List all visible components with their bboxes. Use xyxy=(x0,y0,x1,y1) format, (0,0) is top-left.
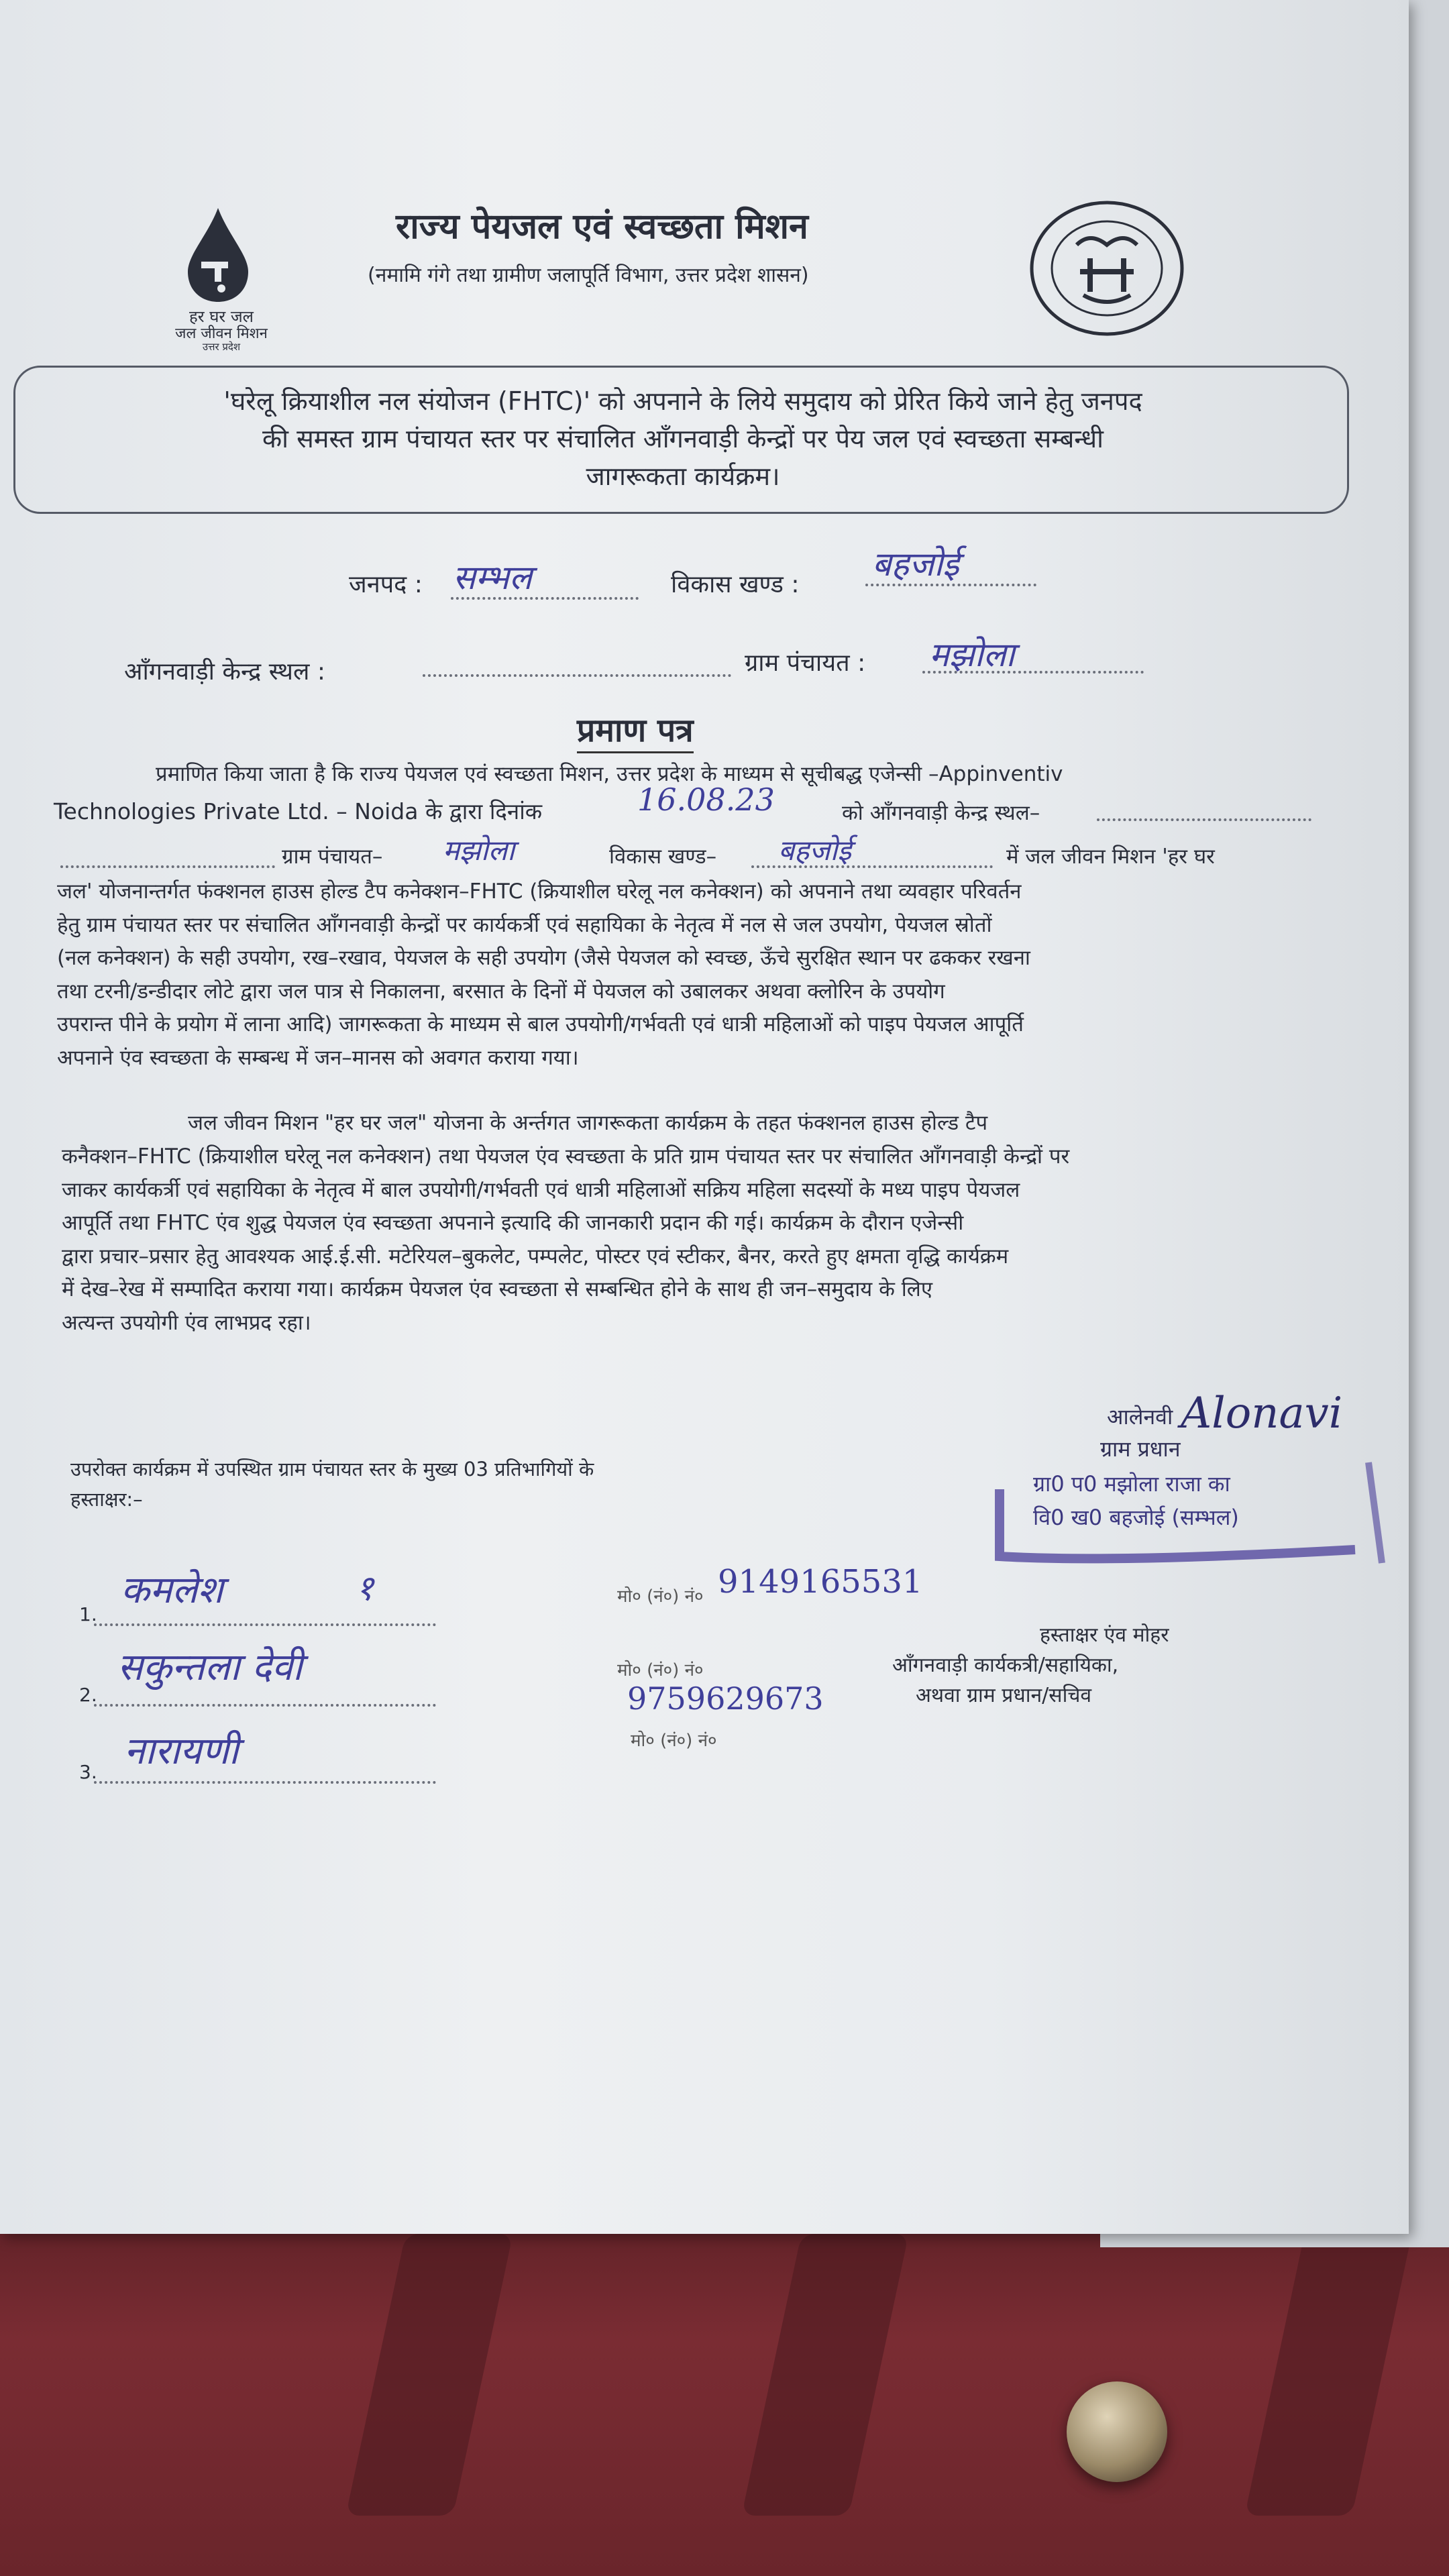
banner-text xyxy=(56,382,1310,495)
thumb-pin xyxy=(1067,2381,1167,2482)
har-ghar-jal-logo xyxy=(154,205,288,353)
mobile-label: मो० (नं०) नं० xyxy=(631,1731,717,1751)
paragraph-line: जल जीवन मिशन "हर घर जल" योजना के अर्न्तगत जागरूकता कार्यक्रम के तहत फंक्शनल हाउस होल्ड टैप xyxy=(188,1111,988,1135)
anganwadi-label: आँगनवाड़ी केन्द्र स्थल : xyxy=(124,658,326,686)
paragraph-text: Technologies Private Ltd. – Noida के द्वारा दिनांक xyxy=(54,798,543,824)
stamp-vikas-khand: वि0 ख0 बहजोई (सम्भल) xyxy=(1033,1505,1239,1530)
gram-panchayat-value: मझोला xyxy=(929,635,1015,674)
stamp-gram-panchayat: ग्रा0 प0 मझोला राजा का xyxy=(1033,1471,1230,1497)
vikas-khand-value: बहजोई xyxy=(778,834,851,867)
participant-number: 3. xyxy=(79,1761,97,1783)
paragraph-line xyxy=(54,795,542,828)
dotted-line xyxy=(1097,818,1311,821)
paragraph-line: प्रमाणित किया जाता है कि राज्य पेयजल एवं स्वच्छता मिशन, उत्तर प्रदेश के माध्यम से सूचीबद्ध एजेन्सी –Appinventiv xyxy=(156,762,1063,786)
certificate-heading: प्रमाण पत्र xyxy=(577,708,694,753)
dotted-line xyxy=(60,865,275,868)
up-government-seal-icon xyxy=(1026,198,1187,339)
participant-number: 2. xyxy=(79,1684,97,1706)
paragraph-line: अत्यन्त उपयोगी एंव लाभप्रद रहा। xyxy=(62,1310,311,1335)
mobile-number: 9149165531 xyxy=(718,1563,923,1601)
mobile-number: 9759629673 xyxy=(627,1680,824,1717)
paragraph-line: जल' योजनान्तर्गत फंक्शनल हाउस होल्ड टैप कनेक्शन–FHTC (क्रियाशील घरेलू नल कनेक्शन) को अपनाने तथा व्यवहार परिवर्तन xyxy=(57,879,1022,904)
page-title: राज्य पेयजल एवं स्वच्छता मिशन xyxy=(396,207,808,247)
participant-name: कमलेश xyxy=(121,1568,223,1612)
logo-caption-line: जल जीवन मिशन xyxy=(175,325,268,342)
banner-line: जागरूकता कार्यक्रम। xyxy=(586,462,780,491)
gram-panchayat-label: ग्राम पंचायत : xyxy=(745,649,866,677)
gram-panchayat-dotted-line xyxy=(922,671,1144,674)
dotted-line xyxy=(94,1781,436,1784)
participant-number: 1. xyxy=(79,1603,97,1625)
banner-line: की समस्त ग्राम पंचायत स्तर पर संचालित आँगनवाड़ी केन्द्रों पर पेय जल एवं स्वच्छता सम्बन्धी xyxy=(262,424,1104,453)
logo-caption-line: हर घर जल xyxy=(189,307,254,326)
logo-caption-line: उत्तर प्रदेश xyxy=(202,341,241,353)
date-value: 16.08.23 xyxy=(637,782,775,818)
program-title-banner xyxy=(13,366,1349,514)
gram-panchayat-value: मझोला xyxy=(443,834,515,867)
signatory-label: हस्ताक्षर एंव मोहर xyxy=(1040,1623,1169,1647)
participants-signature-label: हस्ताक्षर:– xyxy=(70,1488,143,1511)
paragraph-text: में जल जीवन मिशन 'हर घर xyxy=(1006,845,1215,869)
paragraph-block xyxy=(57,875,1030,1075)
paragraph-line: आपूर्ति तथा FHTC एंव शुद्ध पेयजल एंव स्वच्छता अपनाने इत्यादि की जानकारी प्रदान की गई। कार्यक्रम के दौरान एजेन्सी xyxy=(62,1211,964,1235)
paragraph-block xyxy=(62,1140,1069,1340)
signature: Alonavi xyxy=(1181,1389,1343,1438)
stamp-ink-strokes-icon xyxy=(979,1362,1395,1583)
vikas-khand-dotted-line xyxy=(865,584,1036,586)
participant-name: सकुन्तला देवी xyxy=(117,1646,303,1689)
paragraph-line: (नल कनेक्शन) के सही उपयोग, रख–रखाव, पेयजल के सही उपयोग (जैसे पेयजल को स्वच्छ, ऊँचे सुरक्षित स्थान पर ढककर रखना xyxy=(57,946,1030,970)
paragraph-line: द्वारा प्रचार–प्रसार हेतु आवश्यक आई.ई.सी. मटेरियल–बुकलेट, पम्पलेट, पोस्टर एवं स्टीकर, बैनर, करते हुए क्षमता वृद्धि कार्यक्रम xyxy=(62,1244,1009,1269)
paragraph-text: विकास खण्ड– xyxy=(609,845,717,869)
dotted-line xyxy=(751,865,993,868)
paragraph-text: ग्राम पंचायत– xyxy=(282,845,383,869)
mobile-label: मो० (नं०) नं० xyxy=(617,1660,704,1680)
signatory-label: आँगनवाड़ी कार्यकत्री/सहायिका, xyxy=(892,1654,1119,1677)
paragraph-line: तथा टरनी/डन्डीदार लोटे द्वारा जल पात्र से निकालना, बरसात के दिनों में पेयजल को उबालकर अथवा क्लोरिन के उपयोग xyxy=(57,979,945,1004)
participants-intro: उपरोक्त कार्यक्रम में उपस्थित ग्राम पंचायत स्तर के मुख्य 03 प्रतिभागियों के xyxy=(70,1458,594,1481)
vikas-khand-label: विकास खण्ड : xyxy=(671,571,800,598)
paragraph-line: कनैक्शन–FHTC (क्रियाशील घरेलू नल कनेक्शन) तथा पेयजल एंव स्वच्छता के प्रति ग्राम पंचायत स्तर पर संचालित आँगनवाड़ी केन्द्रों पर xyxy=(62,1144,1070,1169)
dotted-line xyxy=(94,1623,436,1626)
janpad-dotted-line xyxy=(451,597,639,600)
stamp-name: आलेनवी xyxy=(1107,1404,1173,1430)
participant-mark: १ xyxy=(356,1568,374,1609)
stamp-role: ग्राम प्रधान xyxy=(1100,1436,1181,1462)
paragraph-line: उपरान्त पीने के प्रयोग में लाना आदि) जागरूकता के माध्यम से बाल उपयोगी/गर्भवती एवं धात्री महिलाओं को पाइप पेयजल आपूर्ति xyxy=(57,1012,1024,1036)
mobile-label: मो० (नं०) नं० xyxy=(617,1587,704,1607)
anganwadi-dotted-line xyxy=(423,674,731,677)
paragraph-line: में देख–रेख में सम्पादित कराया गया। कार्यक्रम पेयजल एंव स्वच्छता से सम्बन्धित होने के साथ ही जन–समुदाय के लिए xyxy=(62,1277,932,1301)
water-drop-icon xyxy=(181,205,255,305)
banner-line: 'घरेलू क्रियाशील नल संयोजन (FHTC)' को अपनाने के लिये समुदाय को प्रेरित किये जाने हेतु जनपद xyxy=(223,386,1142,416)
paragraph-line: जाकर कार्यकर्त्री एवं सहायिका के नेतृत्व में बाल उपयोगी/गर्भवती एवं धात्री महिलाओं सक्रिय महिला सदस्यों के मध्य पाइप पेयजल xyxy=(62,1177,1020,1202)
paragraph-text: को आँगनवाड़ी केन्द्र स्थल– xyxy=(842,801,1040,825)
paragraph-line: हेतु ग्राम पंचायत स्तर पर संचालित आँगनवाड़ी केन्द्रों पर कार्यकर्त्री एवं सहायिका के नेतृत्व में नल से जल उपयोग, पेयजल स्रोतों xyxy=(57,912,992,937)
participant-name: नारायणी xyxy=(124,1729,239,1773)
gram-pradhan-stamp xyxy=(979,1362,1395,1583)
vikas-khand-value: बहजोई xyxy=(872,545,959,584)
signatory-label: अथवा ग्राम प्रधान/सचिव xyxy=(916,1684,1092,1707)
janpad-value: सम्भल xyxy=(453,558,532,597)
dotted-line xyxy=(94,1704,436,1707)
page-subtitle: (नमामि गंगे तथा ग्रामीण जलापूर्ति विभाग, उत्तर प्रदेश शासन) xyxy=(368,264,809,287)
janpad-label: जनपद : xyxy=(349,571,423,598)
paragraph-line: अपनाने एंव स्वच्छता के सम्बन्ध में जन–मानस को अवगत कराया गया। xyxy=(57,1045,579,1070)
